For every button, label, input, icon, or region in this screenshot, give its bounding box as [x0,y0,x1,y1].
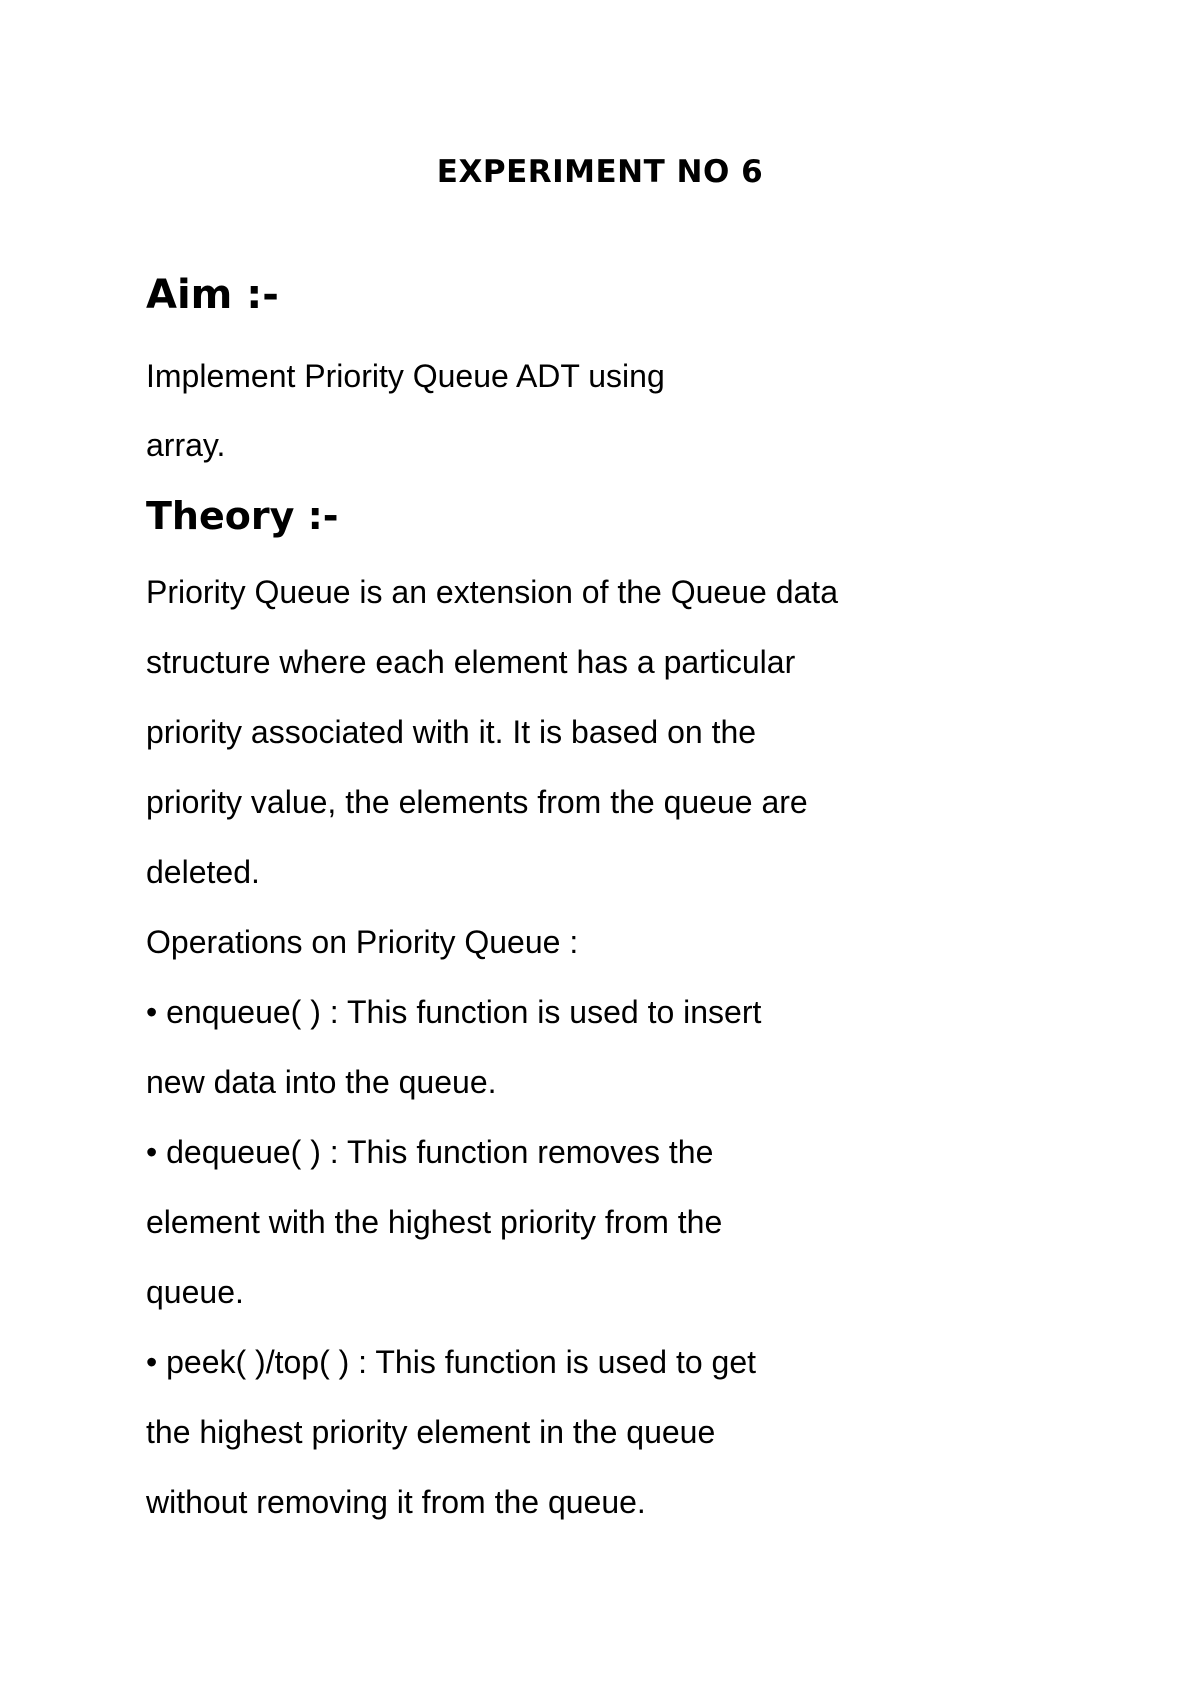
theory-line: priority value, the elements from the queue are [146,784,808,820]
theory-line: deleted. [146,854,260,890]
operation-dequeue: • dequeue( ) : This function removes the [146,1134,714,1170]
aim-heading: Aim :- [146,272,279,318]
operation-enqueue-cont: new data into the queue. [146,1064,497,1100]
theory-line: Priority Queue is an extension of the Queue data [146,574,838,610]
operation-peek-cont: without removing it from the queue. [146,1484,646,1520]
operations-intro: Operations on Priority Queue : [146,924,579,960]
page-title: EXPERIMENT NO 6 [436,154,764,190]
operation-dequeue-cont: queue. [146,1274,244,1310]
aim-line: array. [146,427,226,463]
theory-line: priority associated with it. It is based on the [146,714,757,750]
operation-dequeue-cont: element with the highest priority from the [146,1204,723,1240]
aim-line: Implement Priority Queue ADT using [146,358,665,394]
theory-heading: Theory :- [146,494,339,538]
theory-line: structure where each element has a particular [146,644,796,680]
operation-enqueue: • enqueue( ) : This function is used to insert [146,994,762,1030]
operation-peek-cont: the highest priority element in the queue [146,1414,716,1450]
operation-peek: • peek( )/top( ) : This function is used to get [146,1344,757,1380]
